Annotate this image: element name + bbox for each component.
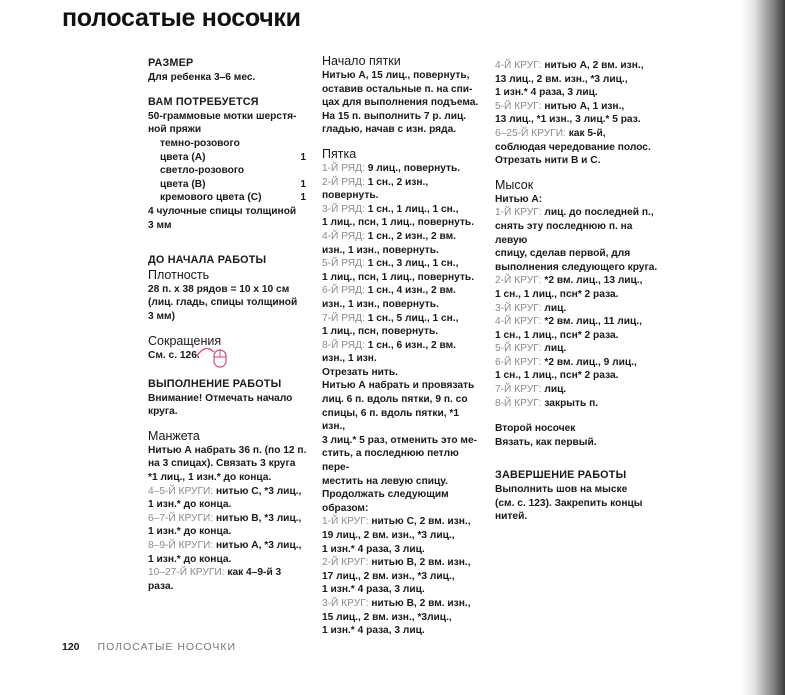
instruction-line (322, 488, 484, 502)
instruction-line (322, 284, 484, 298)
instruction-line (322, 325, 484, 339)
gusset-instructions (495, 59, 665, 168)
instruction-line (495, 274, 665, 288)
gauge-heading: Плотность (148, 267, 210, 282)
round-label: 6–25-Й КРУГИ: (495, 127, 566, 139)
instruction-text: изн., 1 изн., повернуть. (322, 244, 439, 256)
yarn-item: светло-розового (160, 165, 245, 177)
round-label: 3-Й РЯД: (322, 203, 365, 215)
instruction-line (322, 96, 484, 110)
instruction-text: выполнения следующего круга. (495, 261, 658, 273)
instruction-line (495, 193, 665, 207)
round-label: 7-Й РЯД: (322, 312, 365, 324)
instruction-text: 1 сн., 2 изн., 2 вм. (364, 230, 456, 242)
instruction-text: изн., 1 изн. (322, 353, 377, 365)
instruction-text: *2 вм. лиц., 11 лиц., (541, 316, 642, 328)
round-label: 3-Й КРУГ: (495, 302, 542, 314)
finish-line: (см. с. 123). Закрепить концы (495, 497, 643, 509)
instruction-text: 1 изн.* до конца. (148, 499, 232, 511)
instruction-line (322, 83, 484, 97)
instruction-line (322, 515, 484, 529)
instruction-line (148, 444, 308, 458)
instruction-text: соблюдая чередование полос. (495, 141, 651, 153)
instruction-line (322, 176, 484, 190)
instruction-text: оставив остальные п. на спи- (322, 83, 473, 95)
instruction-line (322, 570, 484, 584)
instruction-line (322, 216, 484, 230)
yarn-item: темно-розового (160, 137, 240, 149)
round-label: 3-Й КРУГ: (322, 597, 369, 609)
instruction-line (322, 583, 484, 597)
instruction-line (495, 59, 665, 73)
instruction-text: Нитью А, 15 лиц., повернуть, (322, 70, 470, 81)
instruction-text: местить на левую спицу. (322, 475, 448, 487)
instruction-line (322, 257, 484, 271)
round-label: 8-Й КРУГ: (495, 397, 542, 409)
instruction-line (495, 369, 665, 383)
instruction-line (322, 393, 484, 407)
instruction-line (495, 329, 665, 343)
instruction-text: 9 лиц., повернуть. (364, 162, 461, 174)
work-heading: ВЫПОЛНЕНИЕ РАБОТЫ (148, 378, 282, 391)
column-3 (495, 59, 665, 524)
instruction-line (495, 261, 665, 275)
instruction-line (322, 543, 484, 557)
size-heading: РАЗМЕР (148, 57, 194, 69)
instruction-text: 1 изн.* 4 раза, 3 лиц. (322, 625, 425, 637)
mouse-pointer-icon (196, 340, 236, 370)
round-label: 10–27-Й КРУГИ: (148, 567, 225, 579)
round-label: 5-Й КРУГ: (495, 343, 542, 355)
yarn-item: цвета (B) 1 (160, 178, 306, 190)
instruction-line (322, 611, 484, 625)
gauge-line: 3 мм) (148, 310, 175, 322)
instruction-text: спицу, сделав первой, для (495, 248, 631, 260)
round-label: 4–5-Й КРУГИ: (148, 485, 214, 497)
round-label: 1-Й КРУГ: (322, 516, 369, 528)
book-spine-shadow (741, 0, 785, 695)
instruction-text: 1 сн., 2 изн., (364, 176, 429, 188)
instruction-line (322, 502, 484, 516)
instruction-text: Нитью А набрать 36 п. (по 12 п. (148, 444, 307, 456)
instruction-text: нитью В, 2 вм. изн., (368, 557, 471, 569)
finish-heading: ЗАВЕРШЕНИЕ РАБОТЫ (495, 469, 627, 482)
needs-intro-line: 50-граммовые мотки шерстя- (148, 110, 297, 122)
needs-heading: ВАМ ПОТРЕБУЕТСЯ (148, 96, 259, 109)
instruction-text: цах для выполнения подъема. (322, 97, 479, 109)
instruction-line (148, 471, 308, 485)
second-sock-text: Вязать, как первый. (495, 436, 597, 448)
instruction-line (322, 624, 484, 638)
round-label: 5-Й КРУГ: (495, 100, 542, 112)
instruction-text: как 4–9-й 3 раза. (148, 567, 282, 592)
instruction-line (148, 539, 308, 553)
instruction-text: 1 сн., 1 лиц., псн* 2 раза. (495, 288, 619, 300)
instruction-line (495, 397, 665, 411)
instruction-text: *1 лиц., 1 изн.* до конца. (148, 472, 272, 484)
column-2 (322, 54, 484, 638)
heel-instructions (322, 162, 484, 638)
instruction-text: гладью, начав с изн. ряда. (322, 124, 457, 136)
instruction-text: нитью А, 2 вм. изн., (541, 60, 644, 71)
heel-start-heading: Начало пятки (322, 54, 401, 68)
finish-line: Выполнить шов на мыске (495, 484, 628, 496)
instruction-line (148, 485, 308, 499)
needs-intro-line: ной пряжи (148, 124, 202, 136)
round-label: 1-Й РЯД: (322, 162, 365, 174)
column-1 (148, 57, 308, 593)
round-label: 4-Й КРУГ: (495, 316, 542, 328)
instruction-text: образом: (322, 502, 369, 514)
instruction-text: 1 сн., 5 лиц., 1 сн., (364, 312, 459, 324)
round-label: 4-Й РЯД: (322, 230, 365, 242)
instruction-line (322, 556, 484, 570)
needles-line: 3 мм (148, 219, 172, 231)
instruction-text: 1 сн., 1 лиц., псн* 2 раза. (495, 370, 619, 382)
instruction-text: 1 изн.* до конца. (148, 553, 232, 565)
heel-start-instructions (322, 69, 484, 137)
instruction-line (322, 244, 484, 258)
instruction-text: 1 сн., 1 лиц., псн* 2 раза. (495, 329, 619, 341)
instruction-line (148, 457, 308, 471)
instruction-text: 13 лиц., 2 вм. изн., *3 лиц., (495, 73, 628, 85)
instruction-line (322, 203, 484, 217)
instruction-line (322, 110, 484, 124)
instruction-line (495, 113, 665, 127)
page-number: 120 (62, 641, 80, 653)
round-label: 6–7-Й КРУГИ: (148, 512, 214, 524)
instruction-text: лиц. (541, 384, 567, 396)
instruction-text: 15 лиц., 2 вм. изн., *3лиц., (322, 611, 452, 623)
instruction-text: 13 лиц., *1 изн., 3 лиц.* 5 раз. (495, 114, 641, 126)
instruction-line (322, 407, 484, 434)
instruction-text: Нитью А: (495, 193, 543, 205)
instruction-text: повернуть. (322, 190, 379, 202)
round-label: 2-Й РЯД: (322, 176, 365, 188)
instruction-line (495, 356, 665, 370)
instruction-line (322, 447, 484, 474)
work-line: Внимание! Отмечать начало (148, 392, 293, 404)
instruction-line (322, 298, 484, 312)
round-label: 2-Й КРУГ: (495, 275, 542, 287)
instruction-text: На 15 п. выполнить 7 р. лиц. (322, 110, 467, 122)
round-label: 2-Й КРУГ: (322, 557, 369, 569)
instruction-line (322, 230, 484, 244)
yarn-item: кремового цвета (C) 1 (160, 192, 306, 204)
instruction-text: нитью В, *3 лиц., (213, 512, 302, 524)
instruction-text: 1 изн.* 4 раза, 3 лиц. (495, 87, 598, 99)
instruction-line (322, 529, 484, 543)
instruction-line (495, 141, 665, 155)
instruction-line (495, 73, 665, 87)
instruction-line (495, 383, 665, 397)
round-label: 6-Й КРУГ: (495, 356, 542, 368)
page-footer (62, 641, 236, 653)
instruction-text: как 5-й, (565, 127, 606, 139)
instruction-text: на 3 спицах). Связать 3 круга (148, 458, 296, 470)
instruction-line (495, 100, 665, 114)
gauge-line: (лиц. гладь, спицы толщиной (148, 297, 298, 309)
instruction-text: лиц. (541, 302, 567, 314)
round-label: 5-Й РЯД: (322, 258, 365, 270)
instruction-line (495, 342, 665, 356)
instruction-line (322, 352, 484, 366)
toe-instructions (495, 193, 665, 411)
round-label: 8-Й РЯД: (322, 339, 365, 351)
instruction-line (148, 525, 308, 539)
instruction-line (322, 312, 484, 326)
yarn-item: цвета (A) 1 (160, 151, 306, 163)
instruction-text: Отрезать нити В и С. (495, 155, 601, 167)
instruction-text: 1 изн.* 4 раза, 3 лиц. (322, 543, 425, 555)
instruction-line (495, 288, 665, 302)
instruction-text: закрыть п. (541, 397, 599, 409)
instruction-line (148, 553, 308, 567)
instruction-text: Продолжать следующим (322, 489, 449, 501)
instruction-text: нитью С, 2 вм. изн., (368, 516, 471, 528)
instruction-line (495, 315, 665, 329)
instruction-line (322, 366, 484, 380)
instruction-text: Нитью А набрать и провязать (322, 380, 475, 392)
instruction-text: 1 сн., 1 лиц., 1 сн., (364, 203, 459, 215)
instruction-text: 19 лиц., 2 вм. изн., *3 лиц., (322, 530, 455, 541)
instruction-line (495, 220, 665, 247)
instruction-text: Отрезать нить. (322, 366, 398, 378)
instruction-line (322, 189, 484, 203)
instruction-line (148, 498, 308, 512)
instruction-text: 1 сн., 3 лиц., 1 сн., (364, 258, 459, 270)
instruction-line (322, 162, 484, 176)
instruction-text: изн., 1 изн., повернуть. (322, 298, 439, 310)
instruction-text: 1 сн., 4 изн., 2 вм. (364, 285, 456, 297)
instruction-line (322, 475, 484, 489)
work-line: круга. (148, 406, 178, 418)
second-sock-heading: Второй носочек (495, 423, 576, 435)
instruction-text: 3 лиц.* 5 раз, отменить это ме- (322, 434, 478, 446)
instruction-line (495, 302, 665, 316)
instruction-line (495, 206, 665, 220)
instruction-text: нитью А, 1 изн., (541, 100, 625, 112)
instruction-text: 17 лиц., 2 вм. изн., *3 лиц., (322, 570, 455, 582)
instruction-line (148, 512, 308, 526)
round-label: 6-Й РЯД: (322, 285, 365, 297)
instruction-text: снять эту последнюю п. на левую (495, 220, 633, 246)
round-label: 8–9-Й КРУГИ: (148, 540, 214, 552)
round-label: 1-Й КРУГ: (495, 207, 542, 219)
instruction-text: 1 лиц., псн, повернуть. (322, 326, 439, 338)
instruction-line (322, 379, 484, 393)
instruction-text: 1 сн., 6 изн., 2 вм. (364, 339, 456, 351)
instruction-text: *2 вм. лиц., 13 лиц., (541, 275, 643, 287)
instruction-text: 1 лиц., псн, 1 лиц., повернуть. (322, 271, 475, 283)
before-heading: ДО НАЧАЛА РАБОТЫ (148, 254, 267, 267)
instruction-line (322, 339, 484, 353)
size-text: Для ребенка 3–6 мес. (148, 71, 256, 83)
instruction-line (495, 154, 665, 168)
instruction-text: нитью А, *3 лиц., (213, 540, 302, 552)
abbr-text: См. с. 126. (148, 349, 200, 361)
instruction-line (322, 597, 484, 611)
running-title: ПОЛОСАТЫЕ НОСОЧКИ (97, 641, 237, 653)
instruction-text: лиц. 6 п. вдоль пятки, 9 п. со (322, 394, 468, 406)
cuff-heading: Манжета (148, 428, 200, 443)
heel-heading: Пятка (322, 146, 357, 161)
instruction-line (495, 247, 665, 261)
finish-line: нитей. (495, 511, 528, 523)
instruction-line (495, 86, 665, 100)
instruction-text: лиц. (541, 343, 567, 355)
instruction-text: 1 изн.* 4 раза, 3 лиц. (322, 584, 425, 596)
instruction-text: нитью С, *3 лиц., (213, 485, 302, 497)
instruction-line (322, 271, 484, 285)
instruction-line (322, 434, 484, 448)
instruction-line (322, 69, 484, 83)
needles-line: 4 чулочные спицы толщиной (148, 205, 297, 217)
instruction-text: стить, а последнюю петлю пере- (322, 448, 459, 474)
gauge-line: 28 п. х 38 рядов = 10 х 10 см (148, 283, 290, 295)
instruction-text: *2 вм. лиц., 9 лиц., (541, 356, 637, 368)
instruction-text: 1 лиц., псн, 1 лиц., повернуть. (322, 217, 475, 229)
instruction-text: нитью В, 2 вм. изн., (368, 597, 471, 609)
instruction-text: 1 изн.* до конца. (148, 526, 232, 538)
instruction-line (148, 566, 308, 593)
instruction-text: лиц. до последней п., (541, 207, 654, 219)
round-label: 4-Й КРУГ: (495, 60, 542, 71)
round-label: 7-Й КРУГ: (495, 384, 542, 396)
abbr-heading: Сокращения (148, 333, 222, 348)
cuff-instructions (148, 444, 308, 594)
instruction-text: спицы, 6 п. вдоль пятки, *1 изн., (322, 407, 460, 433)
toe-heading: Мысок (495, 177, 534, 192)
instruction-line (495, 127, 665, 141)
page-title: полосатые носочки (62, 4, 301, 32)
instruction-line (322, 123, 484, 137)
